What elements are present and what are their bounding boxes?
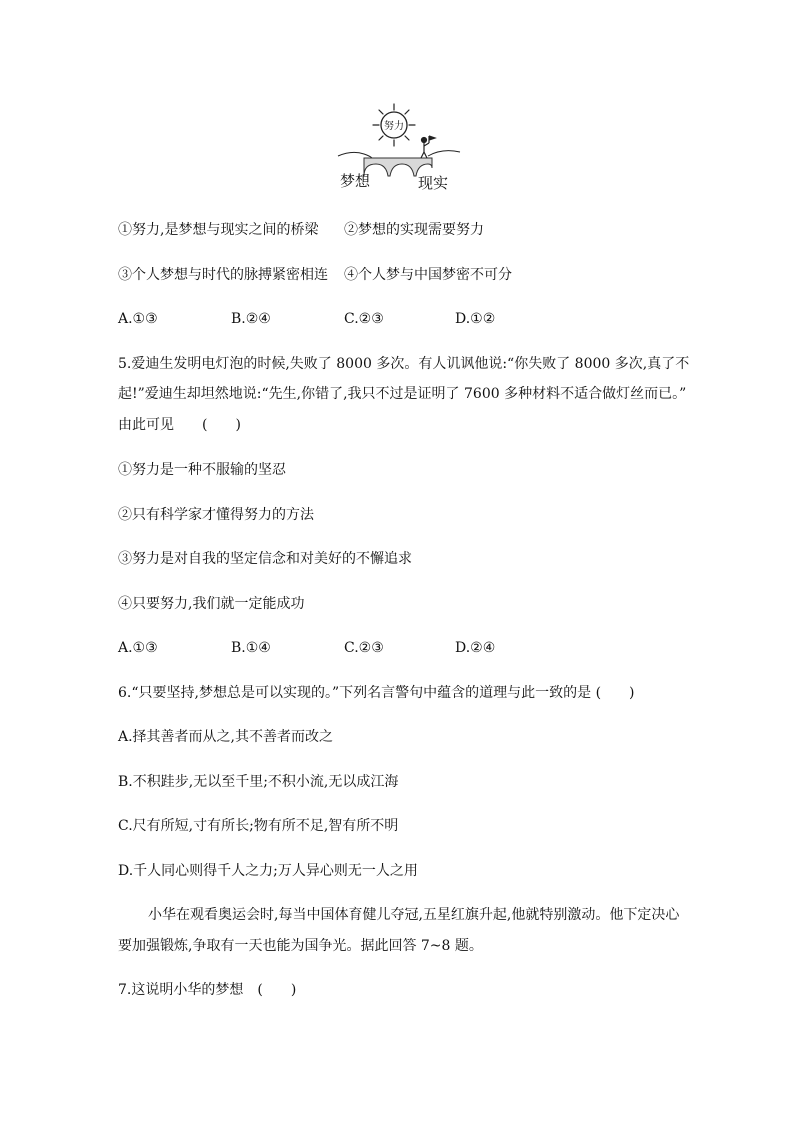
q7-stem: 7.这说明小华的梦想 ( ) (118, 982, 297, 998)
q5-option-d: D.②④ (455, 640, 496, 656)
dream-label: 梦想 (340, 172, 371, 190)
q4-statement-4: ④个人梦与中国梦密不可分 (344, 267, 512, 283)
q6-option-c: C.尺有所短,寸有所长;物有所不足,智有所不明 (118, 818, 399, 834)
right-bank (428, 151, 460, 156)
q4-statement-1: ①努力,是梦想与现实之间的桥梁 (118, 222, 319, 238)
q5-statement-4: ④只要努力,我们就一定能成功 (118, 596, 305, 612)
q6-option-a: A.择其善者而从之,其不善者而改之 (118, 729, 334, 745)
left-bank (338, 152, 372, 158)
q5-statement-1: ①努力是一种不服输的坚忍 (118, 462, 286, 478)
q5-statement-2: ②只有科学家才懂得努力的方法 (118, 507, 314, 523)
q4-option-a: A.①③ (118, 311, 158, 327)
q5-statement-3: ③努力是对自我的坚定信念和对美好的不懈追求 (118, 551, 412, 567)
q4-option-d: D.①② (455, 311, 496, 327)
q5-stem-line-2: 起!”爱迪生却坦然地说:“先生,你错了,我只不过是证明了 7600 多种材料不适合做灯丝而已。” (118, 386, 687, 402)
reality-label: 现实 (418, 174, 449, 192)
q5-stem-line-1: 5.爱迪生发明电灯泡的时候,失败了 8000 多次。有人讥讽他说:“你失败了 8000 多次,真了不 (118, 356, 690, 372)
q5-option-a: A.①③ (118, 640, 158, 656)
person-figure (421, 136, 435, 158)
q4-statement-2: ②梦想的实现需要努力 (344, 222, 484, 238)
q4-option-b: B.②④ (231, 311, 271, 327)
passage-line-1: 小华在观看奥运会时,每当中国体育健儿夺冠,五星红旗升起,他就特别激动。他下定决心 (148, 907, 680, 923)
dream-bridge-figure (334, 100, 464, 196)
q5-stem-line-3: 由此可见 ( ) (118, 417, 241, 433)
q5-option-b: B.①④ (231, 640, 271, 656)
q4-statement-3: ③个人梦想与时代的脉搏紧密相连 (118, 267, 328, 283)
q4-option-c: C.②③ (344, 311, 384, 327)
q6-stem: 6.“只要坚持,梦想总是可以实现的。”下列名言警句中蕴含的道理与此一致的是 ( ) (118, 685, 635, 701)
q6-option-b: B.不积跬步,无以至千里;不积小流,无以成江海 (118, 774, 399, 790)
q6-option-d: D.千人同心则得千人之力;万人异心则无一人之用 (118, 863, 418, 879)
passage-line-2: 要加强锻炼,争取有一天也能为国争光。据此回答 7~8 题。 (118, 938, 483, 954)
sun-text: 努力 (384, 121, 404, 132)
q5-option-c: C.②③ (344, 640, 384, 656)
